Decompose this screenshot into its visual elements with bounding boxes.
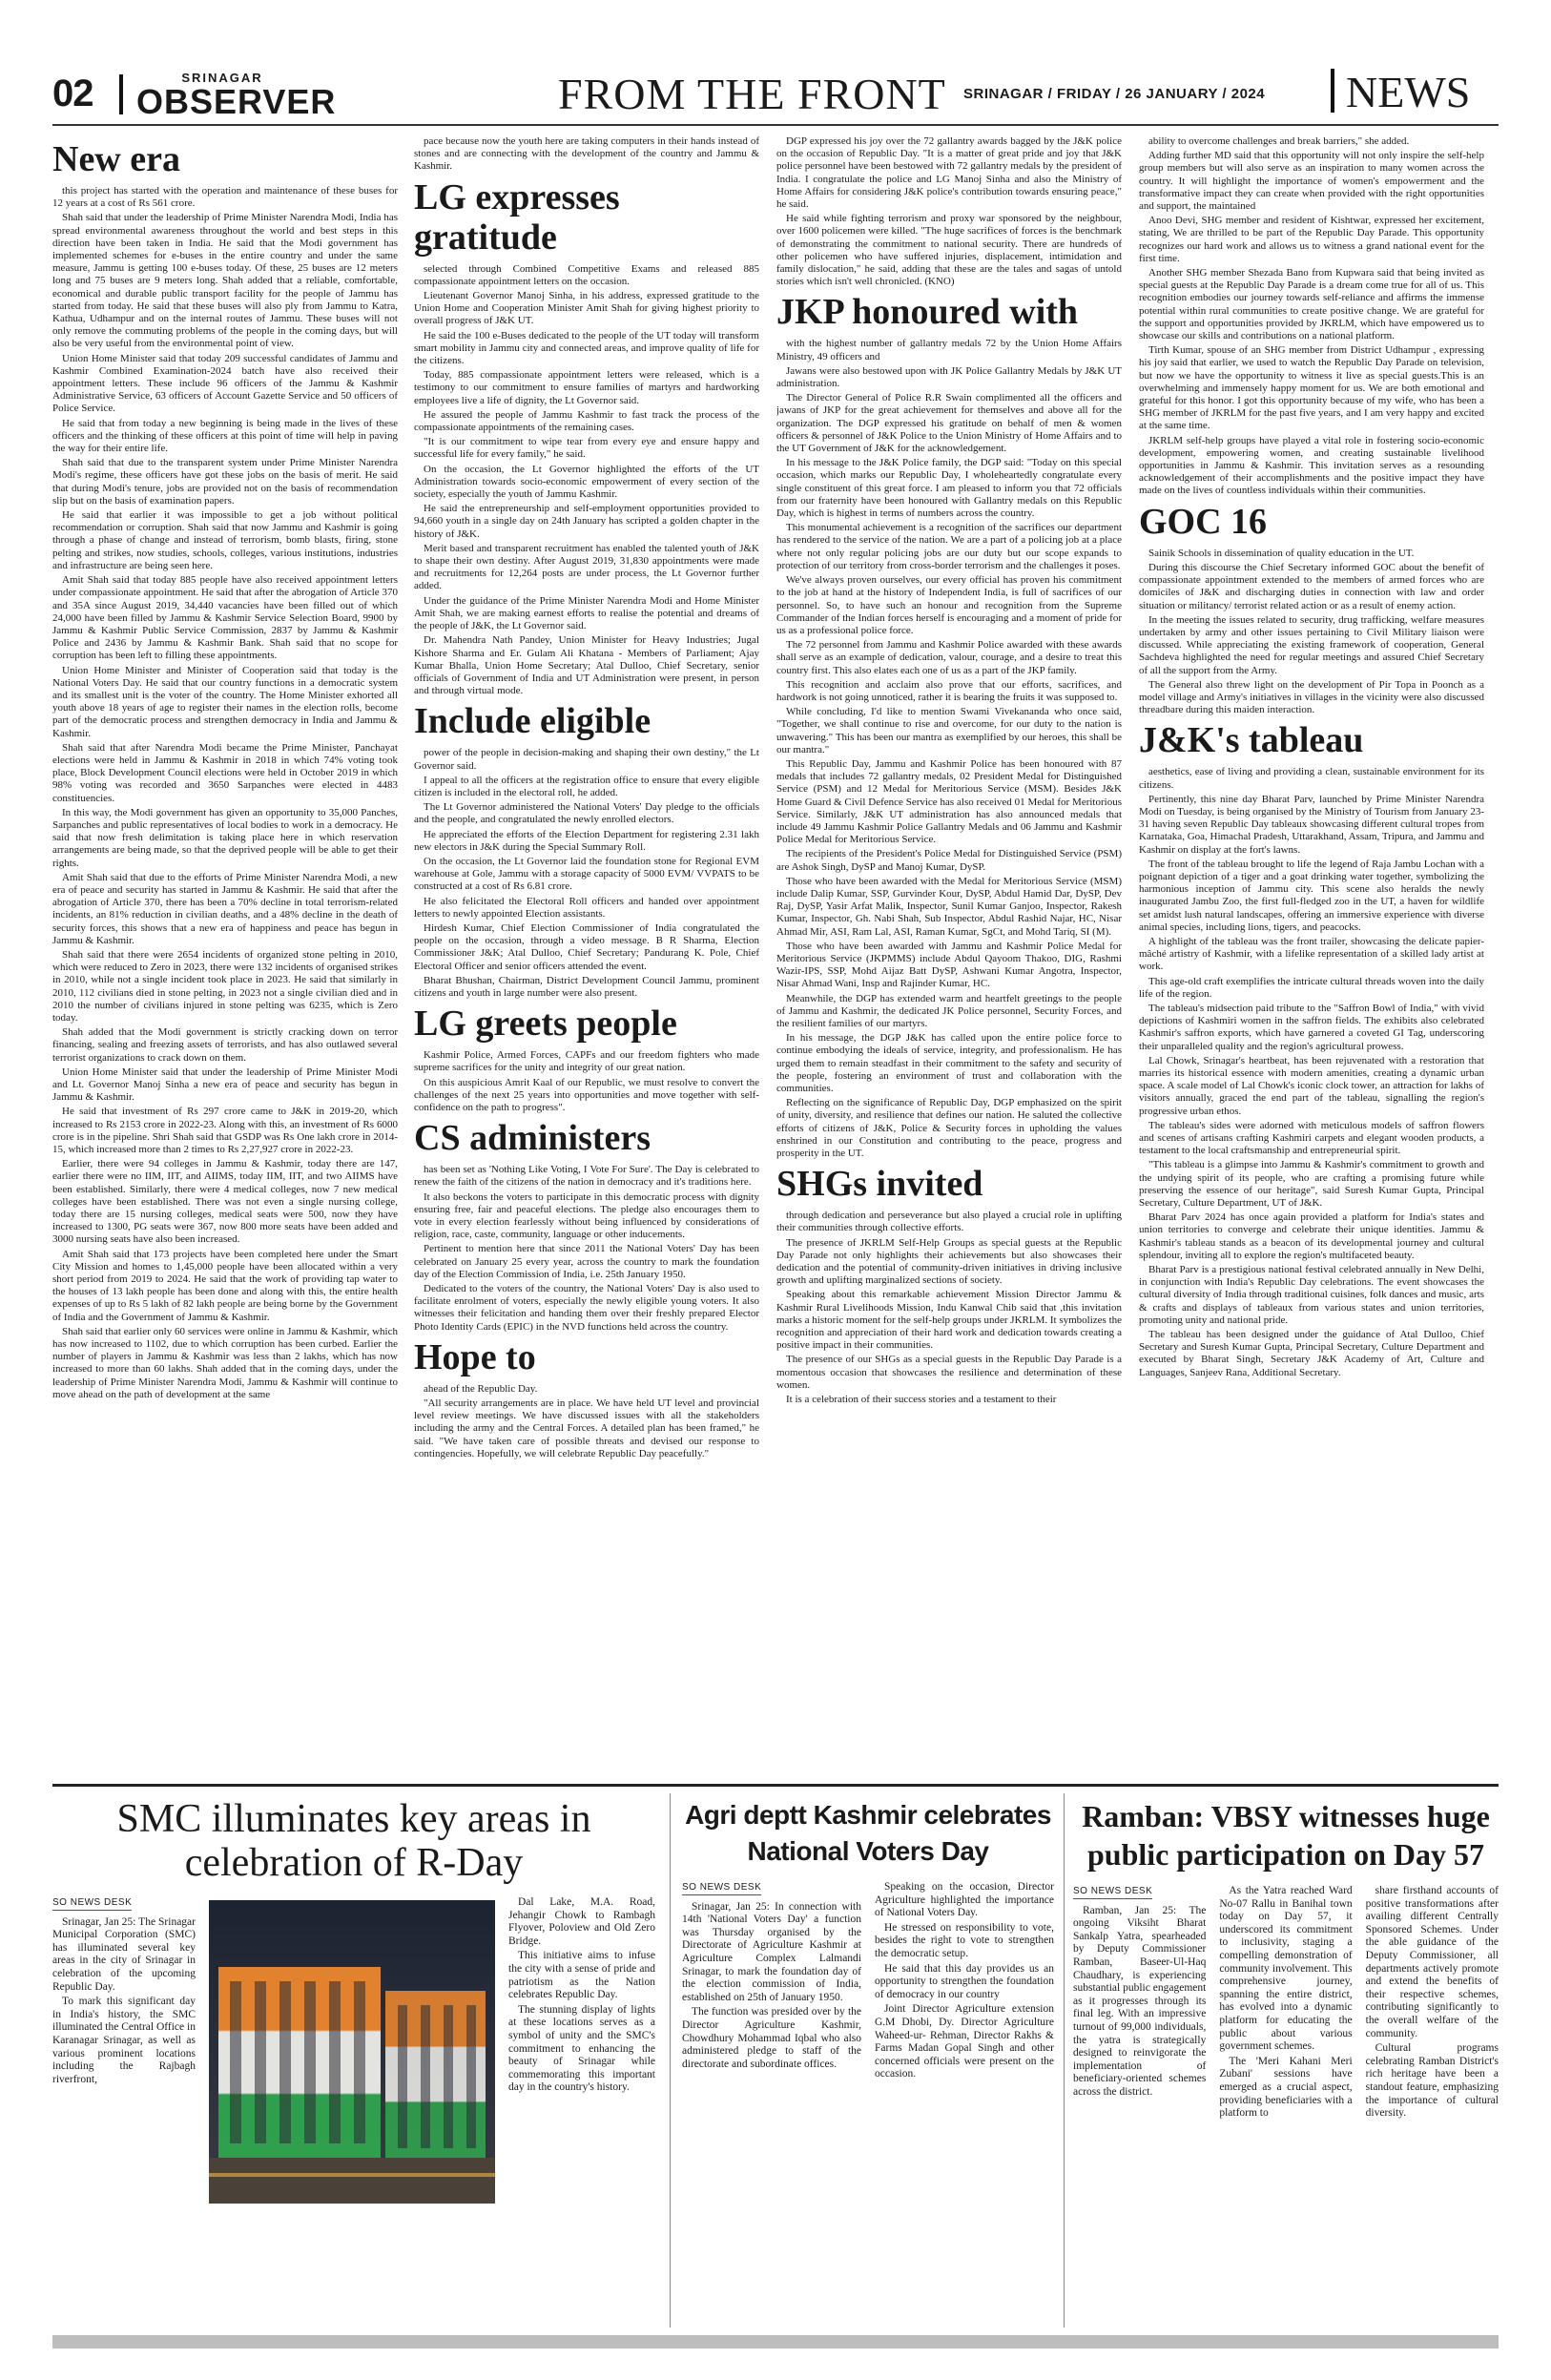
paragraph: This recognition and acclaim also prove that our efforts, sacrifices, and hardwork is not going unnoticed, rather it is bearing the fruits it was supposed to. [776, 678, 1122, 703]
news-desk-credit: SO NEWS DESK [52, 1896, 132, 1911]
article-ramban-col1 [1073, 1905, 1206, 2100]
masthead [52, 67, 1493, 122]
paragraph: Lal Chowk, Srinagar's heartbeat, has been rejuvenated with a restoration that marries its historical essence with modern amenities, creating a dynamic urban space. A scale model of Lal Chowk's iconic clock tower, an attraction for lakhs of visitors annually, graced the end part of the tableau, signalling the region's progressive urban ethos. [1139, 1054, 1484, 1117]
paragraph: Merit based and transparent recruitment has enabled the talented youth of J&K to shape their own destiny. After August 2019, 31,830 appointments were made and recruitments for 12,264 posts are under process, the Lt Governor further added. [414, 542, 759, 592]
article-agri-col1 [682, 1901, 861, 2072]
article-jkp-honoured [776, 338, 1122, 1160]
column-divider [670, 1793, 671, 2328]
paragraph: The presence of JKRLM Self-Help Groups as special guests at the Republic Day Parade not only highlights their achievements but also showcases their dedication and the potential of community-driven initiatives in driving inclusive growth and uplifting marginalized sections of society. [776, 1236, 1122, 1287]
paragraph: Jawans were also bestowed upon with JK Police Gallantry Medals by J&K UT administration. [776, 364, 1122, 390]
paragraph: As the Yatra reached Ward No-07 Rallu in Banihal town today on Day 57, it underscored its commitment to inclusivity, staging a compelling demonstration of community involvement. This comprehensive journey, spanning the entire district, has evolved into a dynamic platform for educating the public about various government schemes. [1219, 1885, 1353, 2053]
column-1 [52, 135, 398, 1774]
paragraph: To mark this significant day in India's history, the SMC illuminated the Central Office in Karanagar Srinagar, as well as various prominent locations including the Rajbagh riverfront, [52, 1996, 196, 2085]
paragraph: The recipients of the President's Police Medal for Distinguished Service (PSM) are Ashok Singh, DySP and Manoj Kumar, DySP. [776, 848, 1122, 873]
paragraph: He said that investment of Rs 297 crore came to J&K in 2019-20, which increased to Rs 2153 crore in 2022-23. Along with this, an investment of Rs 6000 crore is in the pipeline. Shri Shah said that GSDP was Rs One lakh crore in 2014-15, which increased more than 2 times to Rs 2,27,927 crore in 2022-23. [52, 1106, 398, 1156]
paragraph: On the occasion, the Lt Governor highlighted the efforts of the UT Administration towards socio-economic empowerment of every section of the society, especially the youth of Jammu Kashmir. [414, 463, 759, 501]
paragraph: He said that this day provides us an opportunity to strengthen the foundation of democracy in our country [875, 1962, 1054, 2000]
paragraph: The tableau's midsection paid tribute to the "Saffron Bowl of India," with vivid depictions of Kashmiri women in the saffron fields. The exhibits also celebrated Kashmir's saffron exports, which have garnered a coveted GI Tag, underscoring their unparalleled quality and the region's agricultural prowess. [1139, 1002, 1484, 1052]
news-desk-credit: SO NEWS DESK [682, 1881, 761, 1895]
story-agri [682, 1793, 1054, 2337]
paragraph: Amit Shah said that today 885 people have also received appointment letters under compassionate appointment. He said that after the abrogation of Article 370 and 35A since August 2019, 34,440 vacancies have been filled out of which 24,000 have been filled by Jammu & Kashmir Service Selection Board, 9900 by Jammu & Kashmir Public Service Commission, 2837 by Jammu & Kashmir Police and 2436 by Jammu & Kashmir Bank. Shah said that no scope for corruption has been left to filling these appointments. [52, 574, 398, 662]
masthead-divider [119, 74, 123, 114]
paragraph: Tirth Kumar, spouse of an SHG member from District Udhampur , expressing his joy said that earlier, we used to watch the Republic Day Parade on television, but now we have the opportunity to witness it live as special guests.This is an overwhelming and immensely happy moment for us. We are both emotional and grateful for this honor. I got this opportunity because of my wife, who has been a SHG member of JKRLM for the past five years, and I am very happy and excited at the same time. [1139, 344, 1484, 432]
paragraph: The stunning display of lights at these locations serves as a symbol of unity and the SMC's commitment to enhancing the beauty of Srinagar while commemorating this important day in the country's history. [508, 2003, 655, 2094]
paragraph: Speaking on the occasion, Director Agriculture highlighted the importance of National Voters Day. [875, 1881, 1054, 1919]
paragraph: The function was presided over by the Director Agriculture Kashmir, Chowdhury Mohammad Iqbal who also administered pledge to staff of the directorate and subordinate offices. [682, 2006, 861, 2070]
paragraph: The Director General of Police R.R Swain complimented all the officers and jawans of JKP for the great achievement for themselves and above all for the organization. The DGP expressed his gratitude on behalf of men & women officers & personnel of J&K Police to the Union Ministry of Home Affairs and to the UT Government of J&K for the acknowledgement. [776, 392, 1122, 455]
paragraph: Adding further MD said that this opportunity will not only inspire the self-help group members but will also serve as an inspiration to many women across the country. It will highlight the importance of women's empowerment and the transformative impact they can create when provided with the right opportunities and support, the maintained [1139, 150, 1484, 213]
paragraph: ahead of the Republic Day. [424, 1382, 538, 1395]
paragraph: A highlight of the tableau was the front trailer, showcasing the delicate papier-mâché artistry of Kashmir, with a lifelike representation of a skilled lady artist at work. [1139, 935, 1484, 973]
paragraph: While concluding, I'd like to mention Swami Vivekananda who once said, "Together, we shall continue to rise and overcome, for our duty to the nation is unwavering." This has been our mantra as exemplified by our heroes, this shall be our mantra." [776, 706, 1122, 755]
headline-include-eligible: Include eligible [414, 701, 651, 742]
article-shgs-invited [776, 1210, 1122, 1406]
paragraph: Today, 885 compassionate appointment letters were released, which is a testimony to our commitment to ensure families of martyrs and hardworking employees live a life of dignity, the Lt Governor said. [414, 369, 759, 406]
paragraph: share firsthand accounts of positive transformations after availing different Centrally Sponsored Schemes. Under the able guidance of the Deputy Commissioner, all departments actively promote and extend the benefits of their respective schemes, contributing significantly to the overall welfare of the community. [1365, 1885, 1499, 2039]
headline-agri: Agri deptt Kashmir celebrates National Voters Day [685, 1800, 1051, 1866]
paragraph: Amit Shah said that due to the efforts of Prime Minister Narendra Modi, a new era of peace and security has started in Jammu & Kashmir. He said that after the abrogation of Article 370, there has been a 70% decline in total terrorism-related incidents, an 81% reduction in civilian deaths, and a 48% decline in the death of security forces, this shows that a new era of happiness and peace has begun in Jammu & Kashmir. [52, 871, 398, 946]
paragraph: The General also threw light on the development of Pir Topa in Poonch as a model village and Army's initiatives in villages in the vicinity were also discussed threadbare during this maiden interaction. [1139, 678, 1484, 716]
paragraph: It also beckons the voters to participate in this democratic process with dignity ensuring free, fair and peaceful elections. The pledge also encourages them to vote in every election fearlessly without being influenced by considerations of religion, race, caste, community, language or other inducements. [414, 1190, 759, 1241]
paragraph: He said while fighting terrorism and proxy war sponsored by the neighbour, over 1600 policemen were killed. "The huge sacrifices of forces is the benchmark of demonstrating the commitment to national security. There are hundreds of other policemen who have suffered injuries, displacement, intimidation and family dislocation," he said, adding that these are the tales and sagas of untold stories which isn't well chronicled. (KNO) [776, 213, 1122, 288]
story-smc [52, 1793, 655, 2337]
paragraph: Bharat Parv 2024 has once again provided a platform for India's states and union territories to converge and celebrate their unique identities. Jammu & Kashmir's tableau stands as a beacon of its developmental journey and cultural splendour, inviting all to explore the region's multifaceted beauty. [1139, 1211, 1484, 1261]
middle-rule [52, 1784, 1499, 1787]
article-ramban-col3 [1366, 1885, 1499, 2121]
paragraph: Joint Director Agriculture extension G.M Dhobi, Dy. Director Agriculture Waheed-ur- Rehman, Director Rakhs & Farms Madan Gopal Singh and other concerned officials were present on the occasion. [875, 2003, 1054, 2080]
top-rule [52, 124, 1499, 126]
article-include-eligible [414, 747, 759, 1000]
article-jk-tableau [1139, 766, 1484, 1379]
headline-cs-administers: CS administers [414, 1118, 651, 1159]
paragraph: This initiative aims to infuse the city with a sense of pride and patriotism as the Nation celebrates Republic Day. [508, 1950, 655, 2001]
headline-goc16: GOC 16 [1139, 501, 1268, 542]
paragraph: JKRLM self-help groups have played a vital role in fostering socio-economic development, empowering women, and creating sustainable livelihood opportunities in Jammu & Kashmir. This invitation serves as a resounding acknowledgement of their accomplishments and the positive impact they have made on the lives of countless individuals within their communities. [1139, 434, 1484, 497]
paragraph: On this auspicious Amrit Kaal of our Republic, we must resolve to convert the challenges of the next 25 years into opportunities and move together with self-confidence on the path to progress". [414, 1076, 759, 1113]
paragraph: Those who have been awarded with the Medal for Meritorious Service (MSM) include Dalip Kumar, SSP, Gurvinder Kour, DySP, Abdul Hamid Dar, DySP, Dev Raj, DySP, Yasir Arfat Malik, Inspector, Sunil Kumar Ganjoo, Inspector, Rakesh Kumar, Inspector, Gh. Nabi Shah, Sub Inspector, Abdul Rashid Najar, HC, Nisar Ahmad Mir, ASI, Ram Lal, ASI, Raman Kumar, SgCt, and Mohd Tariq, SI (M). [776, 875, 1122, 938]
paragraph: Srinagar, Jan 25: In connection with 14th 'National Voters Day' a function was Thursday organised by the Directorate of Agriculture Kashmir at Agriculture Complex Lalmandi Srinagar, to mark the foundation day of the election commission of India, established on 25th of January 1950. [682, 1900, 861, 2003]
paragraph: Amit Shah said that 173 projects have been completed here under the Smart City Mission and homes to 1,45,000 people have been allocated within a very short period from 2019 to 2024. He said that the work of providing tap water to the houses of 13 lakh people has been done and along with this, the entire health expenses of up to Rs 5 lakh of 82 lakh people are being borne by the Government of India and the Government of Jammu & Kashmir. [52, 1248, 398, 1323]
news-desk-credit: SO NEWS DESK [1073, 1885, 1152, 1899]
headline-new-era: New era [52, 139, 180, 179]
column-3 [776, 135, 1122, 1774]
paragraph: This age-old craft exemplifies the intricate cultural threads woven into the daily life of the region. [1139, 975, 1484, 1000]
article-continuation [414, 135, 759, 174]
paragraph: He appreciated the efforts of the Election Department for registering 2.31 lakh new electors in J&K during the Special Summary Roll. [414, 828, 759, 853]
paragraph: has been set as 'Nothing Like Voting, I Vote For Sure'. The Day is celebrated to renew the faith of the citizens of the nation in democracy and it's traditions here. [414, 1164, 759, 1189]
paragraph: In his message to the J&K Police family, the DGP said: "Today on this special occasion, which marks our Republic Day, I wholeheartedly congratulate every single constituent of this great force. I am pleased to inform you that 72 officials from our fraternity have been honoured with Gallantry medals on this Republic Day, which is highest in terms of numbers across the country. [776, 457, 1122, 520]
paragraph: He also felicitated the Electoral Roll officers and handed over appointment letters to newly appointed Election assistants. [414, 895, 759, 920]
paragraph: The 72 personnel from Jammu and Kashmir Police awarded with these awards shall serve as an example of dedication, valour, courage, and a desire to treat this country first. This also elates each one of us as a part of the JKP family. [776, 639, 1122, 676]
paragraph: selected through Combined Competitive Exams and released 885 compassionate appointment letters on the occasion. [414, 262, 759, 287]
paragraph: Shah said that there were 2654 incidents of organized stone pelting in 2010, which were reduced to Zero in 2023, there were 132 incidents of organised strikes in 2010, while not a single incident took place in 2023. He said that similarly in 2010, 112 civilians died in stone pelting, in 2023 not a single civilian died and in 2010 the number of civilians injured in stone pelting was 6235, which is Zero today. [52, 948, 398, 1024]
brand-logo: OBSERVER [136, 82, 337, 121]
paragraph: He said that from today a new beginning is being made in the lives of these officers and the thinking of these officers at this point of time will help in paving the way for their entire life. [52, 417, 398, 455]
paragraph: Anoo Devi, SHG member and resident of Kishtwar, expressed her excitement, stating, We are thrilled to be part of the Republic Day Parade. This opportunity recognizes our hard work and allows us to witness a grand national event for the first time. [1139, 215, 1484, 264]
paragraph: Sainik Schools in dissemination of quality education in the UT. [1148, 547, 1415, 559]
paragraph: Union Home Minister said that under the leadership of Prime Minister Modi and Lt. Governor Manoj Sinha a new era of peace and security has begun in Jammu & Kashmir. [52, 1066, 398, 1104]
paragraph: The tableau's sides were adorned with meticulous models of saffron flowers and scenes of artisans crafting Kashmiri carpets and elegant wooden products, a testament to the local craftsmanship and entrepreneurial spirit. [1139, 1119, 1484, 1157]
footer-bar [52, 2335, 1499, 2349]
paragraph: This monumental achievement is a recognition of the sacrifices our department has rendered to the service of the nation. We are a part of a policing job at a place where not only regular policing jobs are our duty but our scope expands to protection of our territory from cross-border terrorism and the challenges it poses. [776, 522, 1122, 571]
article-hope-to [414, 1383, 759, 1460]
paragraph: aesthetics, ease of living and providing a clean, sustainable environment for its citizens. [1139, 766, 1484, 791]
paragraph: The front of the tableau brought to life the legend of Raja Jambu Lochan with a poignant depiction of a tiger and a goat drinking water together, symbolizing the harmonious inception of Jammu city. This scene also heralds the newly inaugurated Jambu Zoo, the first full-fledged zoo in the UT, a haven for wildlife set amidst lush natural landscapes, offering an immersive experience with diverse animal species, including lions, tigers, and peacocks. [1139, 858, 1484, 933]
paragraph: Shah added that the Modi government is strictly cracking down on terror financing, sealing and freezing assets of terrorists, and has also outlawed several terrorist organizations to crack down on them. [52, 1026, 398, 1064]
paragraph: Union Home Minister and Minister of Cooperation said that today is the National Voters Day. He said that our country functions in a democratic system and its smallest unit is the voter of the country. The Home Minister exhorted all youth above 18 years of age to register their names in the election rolls, become part of the democratic process and strengthen democracy in India and Jammu & Kashmir. [52, 664, 398, 739]
paragraph: "All security arrangements are in place. We have held UT level and provincial level review meetings. We have discussed issues with all the stakeholders including the army and the Central Forces. A detailed plan has been framed," he said. "We have taken care of possible threats and devised our response to contingencies. Hopefully, we will celebrate Republic Day peacefully." [414, 1397, 759, 1459]
paragraph: through dedication and perseverance but also played a crucial role in uplifting their communities through collective efforts. [776, 1210, 1122, 1234]
article-goc16 [1139, 548, 1484, 717]
paragraph: "It is our commitment to wipe tear from every eye and ensure happy and successful life for every family," he said. [414, 436, 759, 461]
paragraph: Reflecting on the significance of Republic Day, DGP emphasized on the spirit of unity, diversity, and resilience that defines our nation. He saluted the collective efforts of citizens of J&K, Police & Security forces in upholding the values enshrined in our Constitution and contributing to the peace, progress and prosperity in the UT. [776, 1097, 1122, 1160]
article-cs-administers [414, 1164, 759, 1334]
article-ramban-col2 [1219, 1885, 1352, 2121]
illuminated-building-image [209, 1900, 495, 2204]
paragraph: pace because now the youth here are taking computers in their hands instead of stones and are connecting with the development of the country and Jammu & Kashmir. [414, 135, 759, 173]
paragraph: In the meeting the issues related to security, drug trafficking, welfare measures undertaken by army and other issues pertaining to Civil Military liaison were discussed. While appreciating the existing framework of cooperation, General Sachdeva highlighted the need for regular meetings and assured Chief Secretary of all the support from the Army. [1139, 613, 1484, 676]
paragraph: Shah said that earlier only 60 services were online in Jammu & Kashmir, which has now increased to 1102, due to which corruption has been curbed. Earlier the number of players in Jammu & Kashmir was less than 2 lakhs, which has now increased to more than 60 lakhs. Shah added that in the coming days, under the leadership of Prime Minister Narendra Modi, Jammu & Kashmir will continue to move ahead on the path of development at the same [52, 1325, 398, 1400]
paragraph: He said that earlier it was impossible to get a job without political recommendation or corruption. Shah said that now Jammu and Kashmir is going through a phase of change and instead of terrorism, bomb blasts, firing, stone pelting and strikes, now studies, schools, colleges, various institutions, industries and infrastructure are being seen here. [52, 509, 398, 571]
smc-illumination-photo [209, 1900, 495, 2204]
headline-lg-gratitude: LG expresses gratitude [414, 176, 620, 258]
article-smc-right [508, 1896, 655, 2095]
paragraph: The Lt Governor administered the National Voters' Day pledge to the officials and the people, and congratulated the newly enrolled electors. [414, 801, 759, 826]
article-lg-greets [414, 1049, 759, 1114]
page-number: 02 [52, 72, 93, 114]
paragraph: It is a celebration of their success stories and a testament to their [786, 1394, 1057, 1406]
paragraph: He assured the people of Jammu Kashmir to fast track the process of the compassionate appointments of the remaining cases. [414, 408, 759, 434]
paragraph: We've always proven ourselves, our every official has proven his commitment to the job at hand at the history of Independent India, is full of sacrifices of our personnel. So, to have such an honour and recognition from the Supreme Commander of the Indian forces herself is encouraging and a moment of pride for us as a professional police force. [776, 574, 1122, 636]
paragraph: On the occasion, the Lt Governor laid the foundation stone for Regional EVM warehouse at Gole, Jammu with a storage capacity of 5000 EVM/ VVPATS to be constructed at a cost of Rs 6.81 crore. [414, 855, 759, 893]
article-smc-left [52, 1916, 196, 2087]
paragraph: I appeal to all the officers at the registration office to ensure that every eligible citizen is included in the electoral roll, he added. [414, 774, 759, 798]
section-title: FROM THE FRONT [558, 70, 946, 118]
article-continuation [1139, 135, 1484, 498]
paragraph: Hirdesh Kumar, Chief Election Commissioner of India congratulated the people on the occasion, through a video message. B R Sharma, Election Commissioner J&K; Atal Dulloo, Chief Secretary; Pandurang K. Pole, Chief Electoral Officer and senior officers attended the event. [414, 921, 759, 972]
headline-smc: SMC illuminates key areas in celebration of R-Day [116, 1797, 591, 1885]
paragraph: Bharat Parv is a prestigious national festival celebrated annually in New Delhi, in conjunction with India's Republic Day celebrations. The event showcases the cultural diversity of India through traditional cuisines, folk dances and music, arts & crafts and displays of tableaux from various states and union territories, promoting unity and national pride. [1139, 1264, 1484, 1326]
paragraph: Shah said that under the leadership of Prime Minister Narendra Modi, India has spread environmental awareness throughout the world and best steps in this direction have been taken in India. He said that the Modi government has implemented schemes for e-buses in the entire country and under the same measure, Jammu is getting 100 e-buses today. Of these, 25 buses are 12 meters long and 75 buses are 9 meters long. Shah added that a reliable, comfortable, economical and durable public transport facility for the people of Jammu has started from today. He said that these buses will also ply from Jammu to Katra, Kathua, Udhampur and on the internal routes of Jammu. These buses will not only remove the commuting problems of the people in the coming days, but will also be very useful from the environmental point of view. [52, 212, 398, 350]
paragraph: with the highest number of gallantry medals 72 by the Union Home Affairs Ministry, 49 officers and [776, 338, 1122, 362]
paragraph: In his message, the DGP J&K has called upon the entire police force to continue embodying the ideals of service, integrity, and professionalism. He has urged them to remain steadfast in their commitment to the safety and security of the people, fostering an environment of trust and collaboration with the communities. [776, 1032, 1122, 1095]
headline-shgs-invited: SHGs invited [776, 1164, 983, 1205]
paragraph: "This tableau is a glimpse into Jammu & Kashmir's commitment to growth and the undying spirit of its people, who are crafting a promising future while preserving the essence of our heritage", said Suresh Kumar Gupta, Principal Secretary, Culture Department, UT of J&K. [1139, 1159, 1484, 1210]
dateline: SRINAGAR / FRIDAY / 26 JANUARY / 2024 [963, 86, 1266, 102]
paragraph: He said the entrepreneurship and self-employment opportunities provided to 94,660 youth in a single day on 24th January has scripted a golden chapter in the history of J&K. [414, 503, 759, 540]
paragraph: During this discourse the Chief Secretary informed GOC about the benefit of compassionate appointment extended to the members of armed forces who are domiciles of J&K and discharging duties in connection with law and order situation or militancy/ terrorist related action or as a result of enemy action. [1139, 561, 1484, 611]
article-lg-gratitude [414, 263, 759, 698]
article-new-era [52, 185, 398, 1401]
paragraph: Under the guidance of the Prime Minister Narendra Modi and Home Minister Amit Shah, we are making earnest efforts to realise the potential and dreams of the people of J&K, the Lt Governor said. [414, 594, 759, 632]
paragraph: Dr. Mahendra Nath Pandey, Union Minister for Heavy Industries; Jugal Kishore Sharma and Er. Gulam Ali Khatana - Members of Parliament; Ajay Kumar Bhalla, Union Home Secretary; Atal Dulloo, Chief Secretary, senior officials of Government of India and UT Administration were present, in person and through virtual mode. [414, 634, 759, 697]
paragraph: Lieutenant Governor Manoj Sinha, in his address, expressed gratitude to the Union Home and Cooperation Minister Amit Shah for giving highest priority to overall progress of J&K UT. [414, 290, 759, 327]
paragraph: The presence of our SHGs as a special guests in the Republic Day Parade is a momentous occasion that showcases the resilience and determination of these women. [776, 1354, 1122, 1391]
section-label: NEWS [1346, 68, 1471, 116]
paragraph: Dedicated to the voters of the country, the National Voters' Day is also used to facilitate enrolment of voters, especially the newly eligible young voters. It also witnesses their felicitation and handing them over their freshly prepared Elector Photo Identity Cards (EPIC) in the NVD functions held across the country. [414, 1283, 759, 1333]
column-divider [1064, 1793, 1065, 2328]
paragraph: this project has started with the operation and maintenance of these buses for 12 years at a cost of Rs 561 crore. [52, 185, 398, 210]
news-divider [1331, 69, 1334, 113]
headline-hope-to: Hope to [414, 1336, 536, 1377]
paragraph: Kashmir Police, Armed Forces, CAPFs and our freedom fighters who made supreme sacrifices for the unity and integrity of our great nation. [414, 1049, 759, 1074]
paragraph: Dal Lake, M.A. Road, Jehangir Chowk to Rambagh Flyover, Poloview and Old Zero Bridge. [508, 1896, 655, 1947]
paragraph: Srinagar, Jan 25: The Srinagar Municipal Corporation (SMC) has illuminated several key areas in the city of Srinagar in celebration of the upcoming Republic Day. [52, 1915, 196, 1993]
paragraph: ability to overcome challenges and break barriers," she added. [1148, 135, 1410, 147]
article-agri-col2 [875, 1881, 1054, 2081]
paragraph: Cultural programs celebrating Ramban District's rich heritage have been a standout feature, emphasizing the importance of cultural diversity. [1365, 2042, 1499, 2120]
brand-city: SRINAGAR [181, 71, 263, 85]
paragraph: Pertinently, this nine day Bharat Parv, launched by Prime Minister Narendra Modi on Tuesday, is being organised by the Ministry of Tourism from January 23-31 having seven Republic Day tableaux showcasing different cultural tropes from Karnataka, Goa, Himachal Pradesh, Uttarakhand, Assam, Tripura, and Jammu and Kashmir on display at the fort's lawns. [1139, 793, 1484, 856]
paragraph: Meanwhile, the DGP has extended warm and heartfelt greetings to the people of Jammu and Kashmir, the dedicated JK Police personnel, Security Forces, and the resilient families of our martyrs. [776, 992, 1122, 1029]
paragraph: Ramban, Jan 25: The ongoing Viksiht Bharat Sankalp Yatra, spearheaded by Deputy Commissioner Ramban, Baseer-Ul-Haq Chaudhary, is experiencing substantial public engagement as it progresses through its final leg. With an impressive turnout of 99,000 individuals, the yatra is strategically designed to reinvigorate the implementation of beneficiary-oriented schemes across the district. [1073, 1904, 1207, 2098]
paragraph: DGP expressed his joy over the 72 gallantry awards bagged by the J&K police on the occasion of Republic Day. "It is a matter of great pride and joy that J&K police personnel have been bestowed with 72 gallantry medals by the president of India. I congratulate the police and LG Manoj Sinha and also the Ministry of Home Affairs for considering J&K police's contribution towards ensuring peace," he said. [776, 135, 1122, 211]
paragraph: The 'Meri Kahani Meri Zubani' sessions have emerged as a crucial aspect, providing beneficiaries with a platform to [1219, 2055, 1353, 2120]
headline-ramban: Ramban: VBSY witnesses huge public participation on Day 57 [1082, 1799, 1490, 1872]
paragraph: Those who have been awarded with Jammu and Kashmir Police Medal for Meritorious Service (JKPMMS) include Abdul Qayoom Thakoo, DIG, Rashmi Wazir-IPS, SSP, Mohd Aijaz Batt DySP, Ashwani Kumar Angotra, Inspector, Nisar Ahmad Wani, Insp and Rajinder Kumar, HC. [776, 940, 1122, 990]
headline-jk-tableau: J&K's tableau [1139, 720, 1364, 761]
paragraph: In this way, the Modi government has given an opportunity to 35,000 Panches, Sarpanches and public representatives of local bodies to work in a democracy. He said that now fresh delimitation is taking place here in which reservation arrangements are being made, so that the deprived people will be able to get their rights. [52, 806, 398, 869]
paragraph: Pertinent to mention here that since 2011 the National Voters' Day has been celebrated on January 25 every year, across the country to mark the foundation day of the Election Commission of India, i.e. 25th January 1950. [414, 1243, 759, 1280]
paragraph: Another SHG member Shezada Bano from Kupwara said that being invited as special guests at the Republic Day Parade is a dream come true for all of us. This recognition embodies our journey towards self-reliance and affirms the immense potential within rural communities to create positive change. We are grateful for the support and opportunities provided by JKRLM, which have empowered us to showcase our skills and contributions on a national platform. [1139, 267, 1484, 342]
paragraph: The tableau has been designed under the guidance of Atal Dulloo, Chief Secretary and Suresh Kumar Gupta, Principal Secretary, Culture Department and executed by Bharat Singh, Secretary J&K Academy of Art, Culture and Languages, Sanjeev Rana, Additional Secretary. [1139, 1329, 1484, 1378]
paragraph: He said the 100 e-Buses dedicated to the people of the UT today will transform smart mobility in Jammu city and connected areas, and improve quality of life for the citizens. [414, 329, 759, 367]
story-ramban [1073, 1793, 1499, 2337]
paragraph: Bharat Bhushan, Chairman, District Development Council Jammu, prominent citizens and youth in large number were also present. [414, 974, 759, 999]
paragraph: Earlier, there were 94 colleges in Jammu & Kashmir, today there are 147, earlier there were no IIM, IIT, and AIIMS, today IIM, IIT, and two AIIMS have been established. Similarly, there were 4 medical colleges, now 7 new medical colleges have been established. There was not even a single nursing college, today there are 15 nursing colleges, medical seats were 500, now they have increased to 1300, PG seats were 367, now 800 more seats have been added and 3000 nursing seats have also been increased. [52, 1158, 398, 1246]
paragraph: Shah said that after Narendra Modi became the Prime Minister, Panchayat elections were held in Jammu & Kashmir in 2018 in which 74% voting took place, Block Development Council elections were held in October 2019 in which 98% voting was recorded and 3650 Sarpanches were elected in 4483 constituencies. [52, 741, 398, 804]
paragraph: He stressed on responsibility to vote, besides the right to vote to strengthen the democratic setup. [875, 1921, 1054, 1959]
column-4 [1139, 135, 1484, 1774]
paragraph: Union Home Minister said that today 209 successful candidates of Jammu and Kashmir Combined Examination-2024 batch have also received their appointment letters. These include 96 officers of the Jammu & Kashmir Administrative Service, 63 officers of Account Gazette Service and 50 officers of Police Service. [52, 352, 398, 415]
article-continuation [776, 135, 1122, 288]
headline-lg-greets: LG greets people [414, 1004, 677, 1045]
paragraph: This Republic Day, Jammu and Kashmir Police has been honoured with 87 medals that includes 72 gallantry medals, 02 President Medal for Distinguished Service (PSM) and 12 Medal for Meritorious Service (MSM). Besides J&K Home Guard & Civil Defence Service has also received 01 Medal for Meritorious Service. Similarly, J&K UT administration has also announced medals that include 49 Jammu Kashmir Police Gallantry Medals and 06 Jammu and Kashmir Police Medal for Meritorious Service. [776, 757, 1122, 846]
column-2 [414, 135, 759, 1774]
paragraph: power of the people in decision-making and shaping their own destiny," the Lt Governor said. [414, 747, 759, 772]
paragraph: Shah said that due to the transparent system under Prime Minister Narendra Modi's regime, these officers have got these jobs on the basis of merit. He said that during Modi's tenure, jobs are provided not on the basis of recommendation slip but on the basis of examination papers. [52, 457, 398, 507]
paragraph: Speaking about this remarkable achievement Mission Director Jammu & Kashmir Rural Livelihoods Mission, Indu Kanwal Chib said that ,this invitation marks a historic moment for the self-help groups under JKRLM. It symbolizes the recognition and appreciation of their hard work and dedication towards creating a positive impact in their communities. [776, 1289, 1122, 1352]
headline-jkp-honoured: JKP honoured with [776, 292, 1079, 333]
